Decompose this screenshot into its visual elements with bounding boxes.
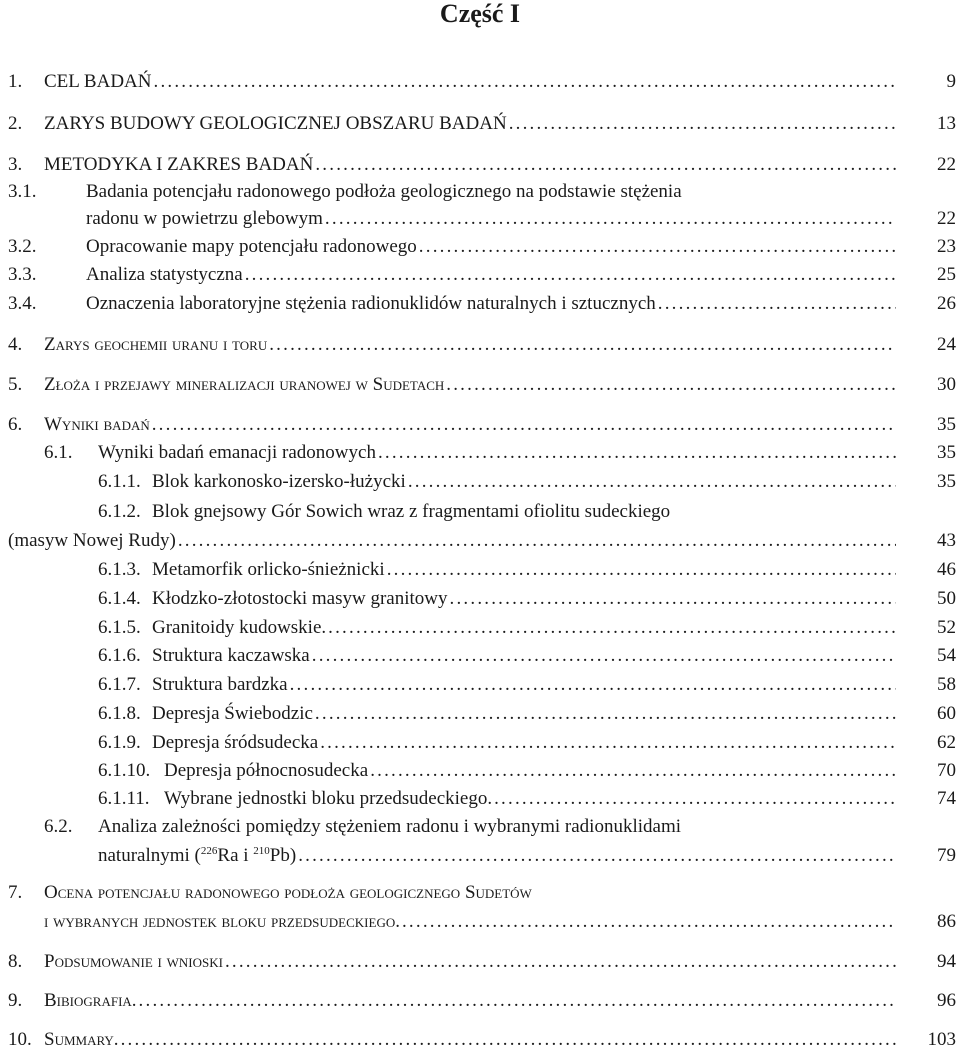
toc-entry-6-1-7[interactable] <box>0 673 960 697</box>
toc-number: 6.1.11. <box>98 788 150 809</box>
toc-page-number: 62 <box>937 732 956 753</box>
toc-page-number: 35 <box>937 414 956 435</box>
toc-line <box>152 558 896 582</box>
toc-number: 3.1. <box>8 181 37 202</box>
toc-title: Wyniki badań emanacji radonowych <box>98 442 376 463</box>
toc-line <box>44 413 896 437</box>
toc-page-number: 52 <box>937 617 956 638</box>
toc-page-number: 30 <box>937 374 956 395</box>
toc-title: Analiza statystyczna <box>86 264 243 285</box>
toc-page-number: 50 <box>937 588 956 609</box>
toc-title: METODYKA I ZAKRES BADAŃ <box>44 154 314 175</box>
toc-leader <box>446 373 896 397</box>
mass-number-226: 226 <box>200 845 218 857</box>
toc-line <box>164 787 896 811</box>
toc-number: 3.3. <box>8 264 37 285</box>
toc-entry-3-2[interactable] <box>0 235 960 259</box>
toc-entry-6-1-8[interactable] <box>0 702 960 726</box>
toc-number: 6.1.2. <box>98 501 141 522</box>
toc-number: 1. <box>8 71 23 92</box>
toc-number: 4. <box>8 334 23 355</box>
toc-entry-1[interactable] <box>0 70 960 94</box>
toc-entry-5[interactable] <box>0 373 960 397</box>
toc-entry-3-1[interactable] <box>0 180 960 204</box>
toc-leader <box>152 413 896 437</box>
toc-line <box>152 616 896 640</box>
toc-title: Summary. <box>44 1029 119 1050</box>
toc-leader <box>408 470 896 494</box>
toc-entry-6-2-cont[interactable] <box>0 844 960 868</box>
toc-title-cont-mid: Ra i <box>217 845 254 866</box>
toc-leader <box>315 153 896 177</box>
toc-entry-6-1[interactable] <box>0 441 960 465</box>
toc-entry-6-1-2[interactable] <box>0 500 960 524</box>
toc-leader <box>121 1028 896 1052</box>
toc-title: Złoża i przejawy mineralizacji uranowej w Sudetach <box>44 374 445 395</box>
toc-title: Struktura bardzka <box>152 674 288 695</box>
toc-page-number: 13 <box>937 113 956 134</box>
toc-number: 6.1.5. <box>98 617 141 638</box>
toc-entry-3-4[interactable] <box>0 292 960 316</box>
toc-entry-9[interactable] <box>0 989 960 1013</box>
toc-entry-3-3[interactable] <box>0 263 960 287</box>
toc-title: Depresja północnosudecka <box>164 760 369 781</box>
toc-page-number: 25 <box>937 264 956 285</box>
toc-title: CEL BADAŃ <box>44 71 152 92</box>
toc-entry-6-1-4[interactable] <box>0 587 960 611</box>
toc-line <box>98 844 896 868</box>
toc-line <box>44 70 896 94</box>
toc-title: Opracowanie mapy potencjału radonowego <box>86 236 417 257</box>
toc-page-number: 46 <box>937 559 956 580</box>
toc-line <box>8 529 896 553</box>
toc-number: 6. <box>8 414 23 435</box>
toc-line <box>152 702 896 726</box>
toc-leader <box>658 292 896 316</box>
toc-leader <box>494 787 896 811</box>
toc-entry-6-1-3[interactable] <box>0 558 960 582</box>
toc-entry-6-1-1[interactable] <box>0 470 960 494</box>
toc-entry-6-2[interactable] <box>0 815 960 839</box>
toc-leader <box>290 673 896 697</box>
toc-leader <box>178 529 896 553</box>
page-title: Część I <box>439 0 521 28</box>
toc-number: 9. <box>8 990 23 1011</box>
toc-number: 6.1.4. <box>98 588 141 609</box>
toc-title: Kłodzko-złotostocki masyw granitowy <box>152 588 448 609</box>
toc-entry-6-1-9[interactable] <box>0 731 960 755</box>
toc-line <box>152 673 896 697</box>
toc-title: Blok gnejsowy Gór Sowich wraz z fragmentami ofiolitu sudeckiego <box>152 501 671 522</box>
toc-title-cont: i wybranych jednostek bloku przedsudeckiego. <box>44 911 400 932</box>
toc-line <box>86 263 896 287</box>
toc-entry-6-1-2-cont[interactable] <box>0 529 960 553</box>
toc-line <box>44 333 896 357</box>
toc-page-number: 9 <box>946 71 956 92</box>
toc-title: ZARYS BUDOWY GEOLOGICZNEJ OBSZARU BADAŃ <box>44 113 507 134</box>
toc-page-number: 24 <box>937 334 956 355</box>
toc-leader <box>402 910 896 934</box>
toc-leader <box>419 235 896 259</box>
toc-page-number: 26 <box>937 293 956 314</box>
toc-number: 5. <box>8 374 23 395</box>
toc-leader <box>312 644 896 668</box>
toc-leader <box>320 731 896 755</box>
toc-number: 6.1.8. <box>98 703 141 724</box>
toc-number: 10. <box>8 1029 32 1050</box>
toc-title: Analiza zależności pomiędzy stężeniem radonu i wybranymi radionuklidami <box>98 816 681 837</box>
toc-page-number: 22 <box>937 154 956 175</box>
toc-number: 7. <box>8 882 23 903</box>
toc-line <box>164 759 896 783</box>
toc-title: Metamorfik orlicko-śnieżnicki <box>152 559 385 580</box>
toc-title: Depresja śródsudecka <box>152 732 319 753</box>
toc-line <box>152 731 896 755</box>
toc-entry-3[interactable] <box>0 153 960 177</box>
toc-entry-4[interactable] <box>0 333 960 357</box>
toc-number: 3.2. <box>8 236 37 257</box>
toc-line <box>152 470 896 494</box>
toc-title: Ocena potencjału radonowego podłoża geologicznego Sudetów <box>44 882 532 903</box>
toc-number: 6.1.10. <box>98 760 151 781</box>
toc-page-number: 22 <box>937 208 956 229</box>
toc-page-number: 35 <box>937 471 956 492</box>
toc-page-number: 74 <box>937 788 956 809</box>
toc-leader <box>325 207 896 231</box>
toc-number: 3. <box>8 154 23 175</box>
toc-page-number: 43 <box>937 530 956 551</box>
toc-title-cont <box>98 844 296 868</box>
toc-title: Zarys geochemii uranu i toru <box>44 334 268 355</box>
toc-leader <box>509 112 896 136</box>
toc-line <box>44 112 896 136</box>
toc-leader <box>139 989 896 1013</box>
toc-title: Struktura kaczawska <box>152 645 310 666</box>
toc-page-number: 86 <box>937 911 956 932</box>
toc-page-number: 58 <box>937 674 956 695</box>
toc-number: 6.1.3. <box>98 559 141 580</box>
toc-title: Badania potencjału radonowego podłoża geologicznego na podstawie stężenia <box>86 181 682 202</box>
toc-entry-6-1-5[interactable] <box>0 616 960 640</box>
toc-page-number: 60 <box>937 703 956 724</box>
toc-leader <box>154 70 897 94</box>
toc-leader <box>298 844 896 868</box>
toc-entry-8[interactable] <box>0 950 960 974</box>
toc-entry-6[interactable] <box>0 413 960 437</box>
toc-page-number: 103 <box>927 1029 956 1050</box>
toc-page-number: 35 <box>937 442 956 463</box>
toc-entry-2[interactable] <box>0 112 960 136</box>
toc-line <box>152 644 896 668</box>
toc-entry-7[interactable] <box>0 881 960 905</box>
toc-leader <box>370 759 896 783</box>
toc-number: 6.1.7. <box>98 674 141 695</box>
toc-title-cont: radonu w powietrzu glebowym <box>86 208 323 229</box>
toc-title: Wyniki badań <box>44 414 150 435</box>
toc-entry-6-1-11[interactable] <box>0 787 960 811</box>
toc-number: 3.4. <box>8 293 37 314</box>
toc-line <box>86 292 896 316</box>
toc-title-cont-post: Pb) <box>269 845 297 866</box>
toc-line <box>44 373 896 397</box>
toc-line <box>98 441 896 465</box>
toc-page-number: 23 <box>937 236 956 257</box>
toc-title: Depresja Świebodzic <box>152 703 313 724</box>
toc-page-number: 94 <box>937 951 956 972</box>
toc-leader <box>269 333 896 357</box>
toc-page-number: 70 <box>937 760 956 781</box>
toc-title: Podsumowanie i wnioski <box>44 951 223 972</box>
toc-page-number: 79 <box>937 845 956 866</box>
toc-number: 6.1.9. <box>98 732 141 753</box>
toc-title-cont: (masyw Nowej Rudy) <box>8 530 176 551</box>
mass-number-210: 210 <box>253 845 270 857</box>
toc-title: Oznaczenia laboratoryjne stężenia radionuklidów naturalnych i sztucznych <box>86 293 656 314</box>
toc-leader <box>328 616 896 640</box>
toc-title-cont-pre: naturalnymi ( <box>98 845 201 866</box>
toc-leader <box>225 950 896 974</box>
toc-leader <box>245 263 896 287</box>
toc-leader <box>387 558 896 582</box>
toc-title: Granitoidy kudowskie. <box>152 617 327 638</box>
toc-line <box>44 1028 896 1052</box>
toc-leader <box>378 441 896 465</box>
toc-line <box>86 235 896 259</box>
toc-entry-6-1-10[interactable] <box>0 759 960 783</box>
toc-line <box>152 587 896 611</box>
toc-line <box>44 910 896 934</box>
toc-entry-7-cont[interactable] <box>0 910 960 934</box>
toc-leader <box>450 587 896 611</box>
toc-line <box>86 207 896 231</box>
toc-title: Wybrane jednostki bloku przedsudeckiego. <box>164 788 493 809</box>
toc-entry-6-1-6[interactable] <box>0 644 960 668</box>
toc-title: Bibiografia. <box>44 990 137 1011</box>
toc-number: 2. <box>8 113 23 134</box>
toc-number: 6.1.1. <box>98 471 141 492</box>
toc-line <box>44 950 896 974</box>
toc-page-number: 96 <box>937 990 956 1011</box>
toc-number: 6.1.6. <box>98 645 141 666</box>
toc-title: Blok karkonosko-izersko-łużycki <box>152 471 406 492</box>
toc-line <box>44 989 896 1013</box>
toc-entry-10[interactable] <box>0 1028 960 1052</box>
toc-page-number: 54 <box>937 645 956 666</box>
toc-line <box>44 153 896 177</box>
toc-number: 6.1. <box>44 442 73 463</box>
toc-entry-3-1-cont[interactable] <box>0 207 960 231</box>
toc-leader <box>315 702 896 726</box>
toc-number: 6.2. <box>44 816 73 837</box>
toc-number: 8. <box>8 951 23 972</box>
